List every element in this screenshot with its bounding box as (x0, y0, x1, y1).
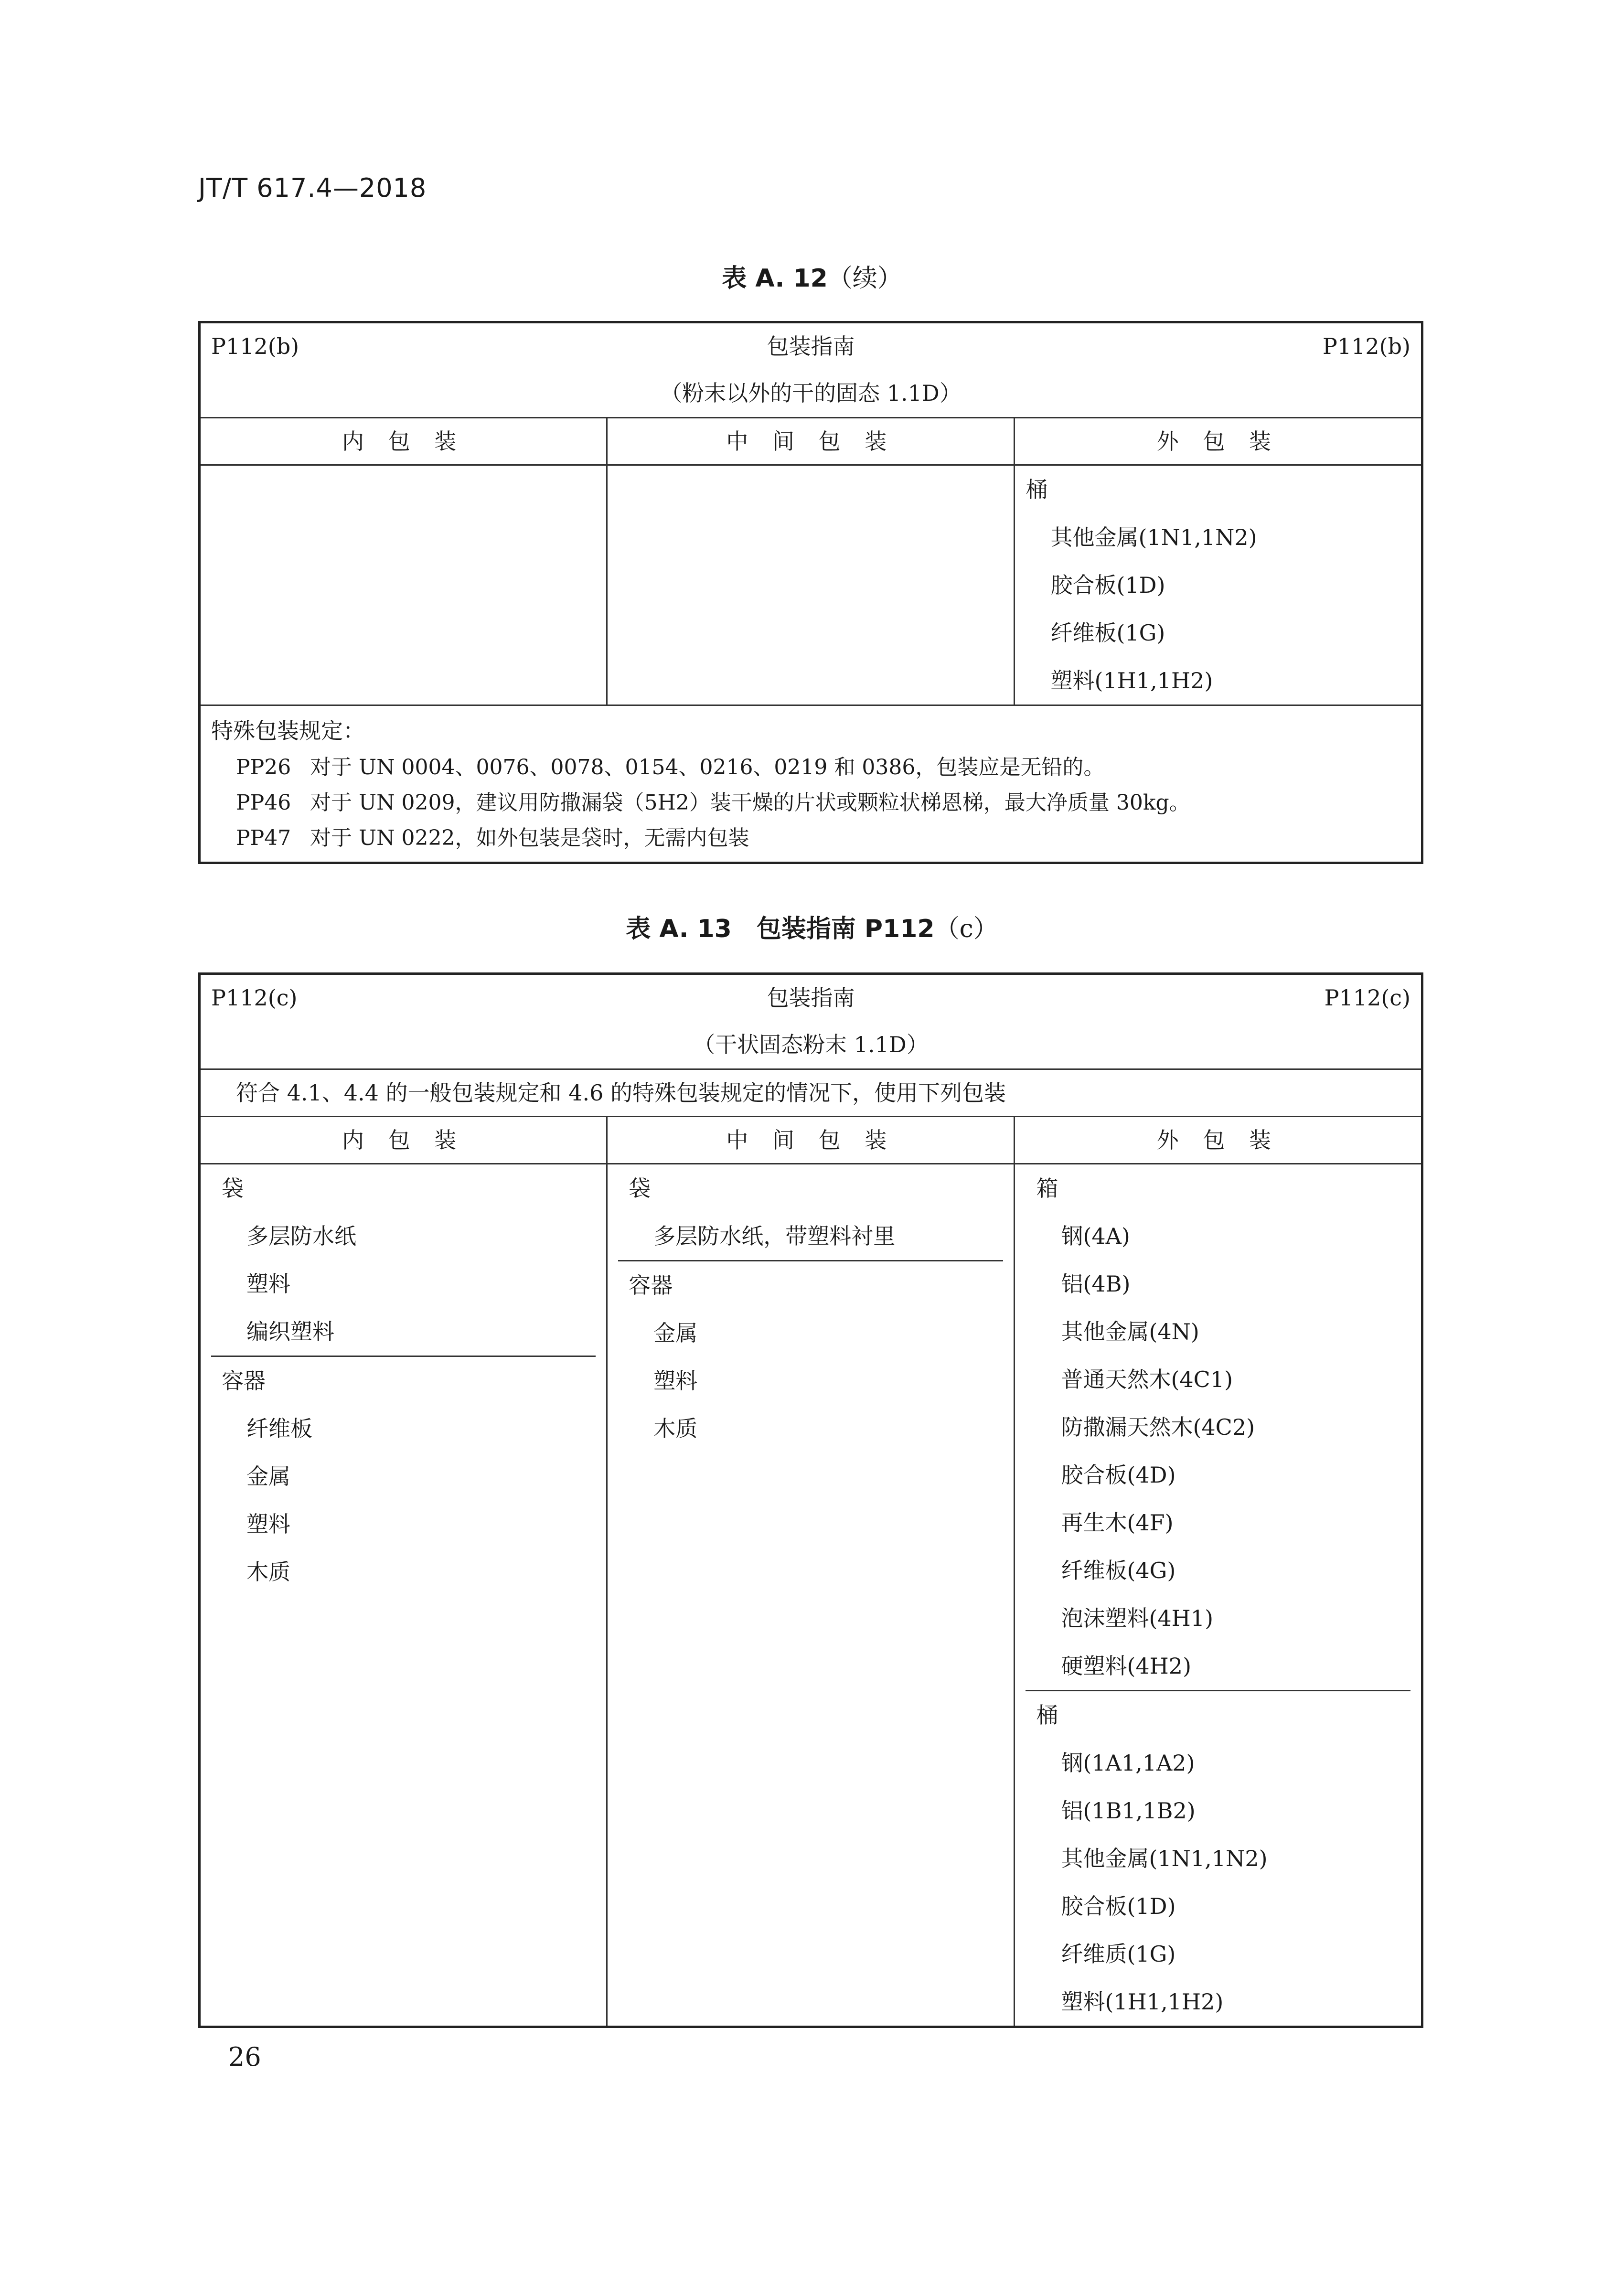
code-left: P112(b) (211, 333, 299, 359)
group-item: 其他金属(4N) (1061, 1319, 1199, 1345)
group-item: 编织塑料 (246, 1319, 334, 1345)
outer-item: 纤维板(1G) (1050, 620, 1165, 646)
group-item: 胶合板(4D) (1061, 1462, 1176, 1488)
outer-group-boxes (1026, 1164, 1410, 1690)
column-header-outer: 外 包 装 (1015, 418, 1422, 465)
special-provision (211, 785, 1410, 821)
group-item: 多层防水纸，带塑料衬里 (653, 1223, 896, 1249)
group-item: 硬塑料(4H2) (1061, 1653, 1192, 1679)
provision-code: PP47 (236, 826, 291, 850)
group-item: 塑料 (246, 1511, 290, 1537)
inner-cell (200, 1164, 607, 2027)
outer-group: 桶 (1026, 477, 1048, 502)
outer-item: 胶合板(1D) (1050, 572, 1165, 598)
table-subtitle: （干状固态粉末 1.1D） (693, 1032, 929, 1057)
column-header-intermediate: 中 间 包 装 (607, 418, 1015, 465)
group-item: 木质 (246, 1559, 290, 1585)
group-item: 防撒漏天然木(4C2) (1061, 1414, 1255, 1440)
outer-group-drums (1026, 1690, 1410, 2026)
outer-item: 塑料(1H1,1H2) (1050, 668, 1213, 694)
provision-code: PP46 (236, 790, 291, 815)
group-item: 铝(1B1,1B2) (1061, 1798, 1196, 1824)
group-label: 袋 (222, 1175, 244, 1201)
group-item: 再生木(4F) (1061, 1510, 1174, 1536)
group-label: 箱 (1036, 1175, 1058, 1201)
inner-group-bags (211, 1164, 596, 1356)
intermediate-group-bags (618, 1164, 1003, 1260)
group-item: 钢(1A1,1A2) (1061, 1750, 1195, 1776)
special-provisions-cell (200, 705, 1422, 863)
table-title-cell (200, 974, 1422, 1069)
intro-cell (200, 1069, 1422, 1117)
caption-suffix: （c） (934, 915, 998, 943)
intermediate-cell (607, 1164, 1015, 2027)
group-item: 铝(4B) (1061, 1271, 1131, 1297)
group-item: 泡沫塑料(4H1) (1061, 1605, 1214, 1631)
provision-text: 对于 UN 0222，如外包装是袋时，无需内包装 (310, 826, 749, 850)
special-provision (211, 750, 1410, 785)
table-a12-caption (0, 258, 1624, 294)
caption-suffix: （续） (827, 264, 902, 293)
column-header-intermediate: 中 间 包 装 (607, 1117, 1015, 1164)
caption-text: 表 A. 12 (722, 264, 828, 293)
intro-text: 符合 4.1、4.4 的一般包装规定和 4.6 的特殊包装规定的情况下，使用下列包装 (236, 1080, 1006, 1106)
column-header-inner: 内 包 装 (200, 1117, 607, 1164)
page-header: JT/T 617.4—2018 (198, 173, 427, 203)
group-item: 金属 (246, 1463, 290, 1489)
provision-text: 对于 UN 0209，建议用防撒漏袋（5H2）装干燥的片状或颗粒状梯恩梯，最大净质量 30kg。 (310, 790, 1190, 815)
group-item: 塑料(1H1,1H2) (1061, 1989, 1224, 2015)
provision-text: 对于 UN 0004、0076、0078、0154、0216、0219 和 0386，包装应是无铅的。 (310, 755, 1105, 779)
group-item: 塑料 (246, 1271, 290, 1297)
group-item: 纤维质(1G) (1061, 1941, 1176, 1967)
table-title: 包装指南 (767, 985, 855, 1011)
column-header-outer: 外 包 装 (1015, 1117, 1422, 1164)
special-provisions-title: 特殊包装规定： (211, 718, 365, 744)
group-item: 其他金属(1N1,1N2) (1061, 1846, 1268, 1871)
special-provision (211, 821, 1410, 856)
intermediate-group-receptacles (618, 1260, 1003, 1452)
group-item: 塑料 (653, 1368, 698, 1394)
inner-group-receptacles (211, 1356, 596, 1596)
table-a12 (198, 321, 1423, 864)
outer-cell (1015, 1164, 1422, 2027)
table-a13 (198, 972, 1423, 2028)
caption-text: 表 A. 13 包装指南 P112 (626, 915, 935, 943)
column-header-inner: 内 包 装 (200, 418, 607, 465)
group-label: 桶 (1036, 1702, 1058, 1728)
page-number: 26 (228, 2042, 261, 2072)
group-label: 容器 (629, 1272, 673, 1298)
table-a13-caption (0, 908, 1624, 944)
code-right: P112(b) (1322, 333, 1410, 359)
outer-cell (1015, 465, 1422, 705)
group-item: 普通天然木(4C1) (1061, 1367, 1233, 1392)
code-left: P112(c) (211, 985, 298, 1011)
group-label: 容器 (222, 1368, 266, 1394)
table-title: 包装指南 (767, 333, 855, 359)
outer-item: 其他金属(1N1,1N2) (1050, 524, 1257, 550)
group-item: 金属 (653, 1320, 698, 1346)
inner-cell-empty (200, 465, 607, 705)
provision-code: PP26 (236, 755, 291, 779)
intermediate-cell-empty (607, 465, 1015, 705)
table-subtitle: （粉末以外的干的固态 1.1D） (660, 380, 962, 406)
group-item: 钢(4A) (1061, 1223, 1130, 1249)
group-item: 纤维板(4G) (1061, 1558, 1176, 1583)
table-title-cell (200, 322, 1422, 418)
group-item: 纤维板 (246, 1416, 312, 1441)
group-label: 袋 (629, 1175, 651, 1201)
code-right: P112(c) (1324, 985, 1410, 1011)
group-item: 胶合板(1D) (1061, 1893, 1176, 1919)
group-item: 多层防水纸 (246, 1223, 356, 1249)
group-item: 木质 (653, 1416, 698, 1441)
